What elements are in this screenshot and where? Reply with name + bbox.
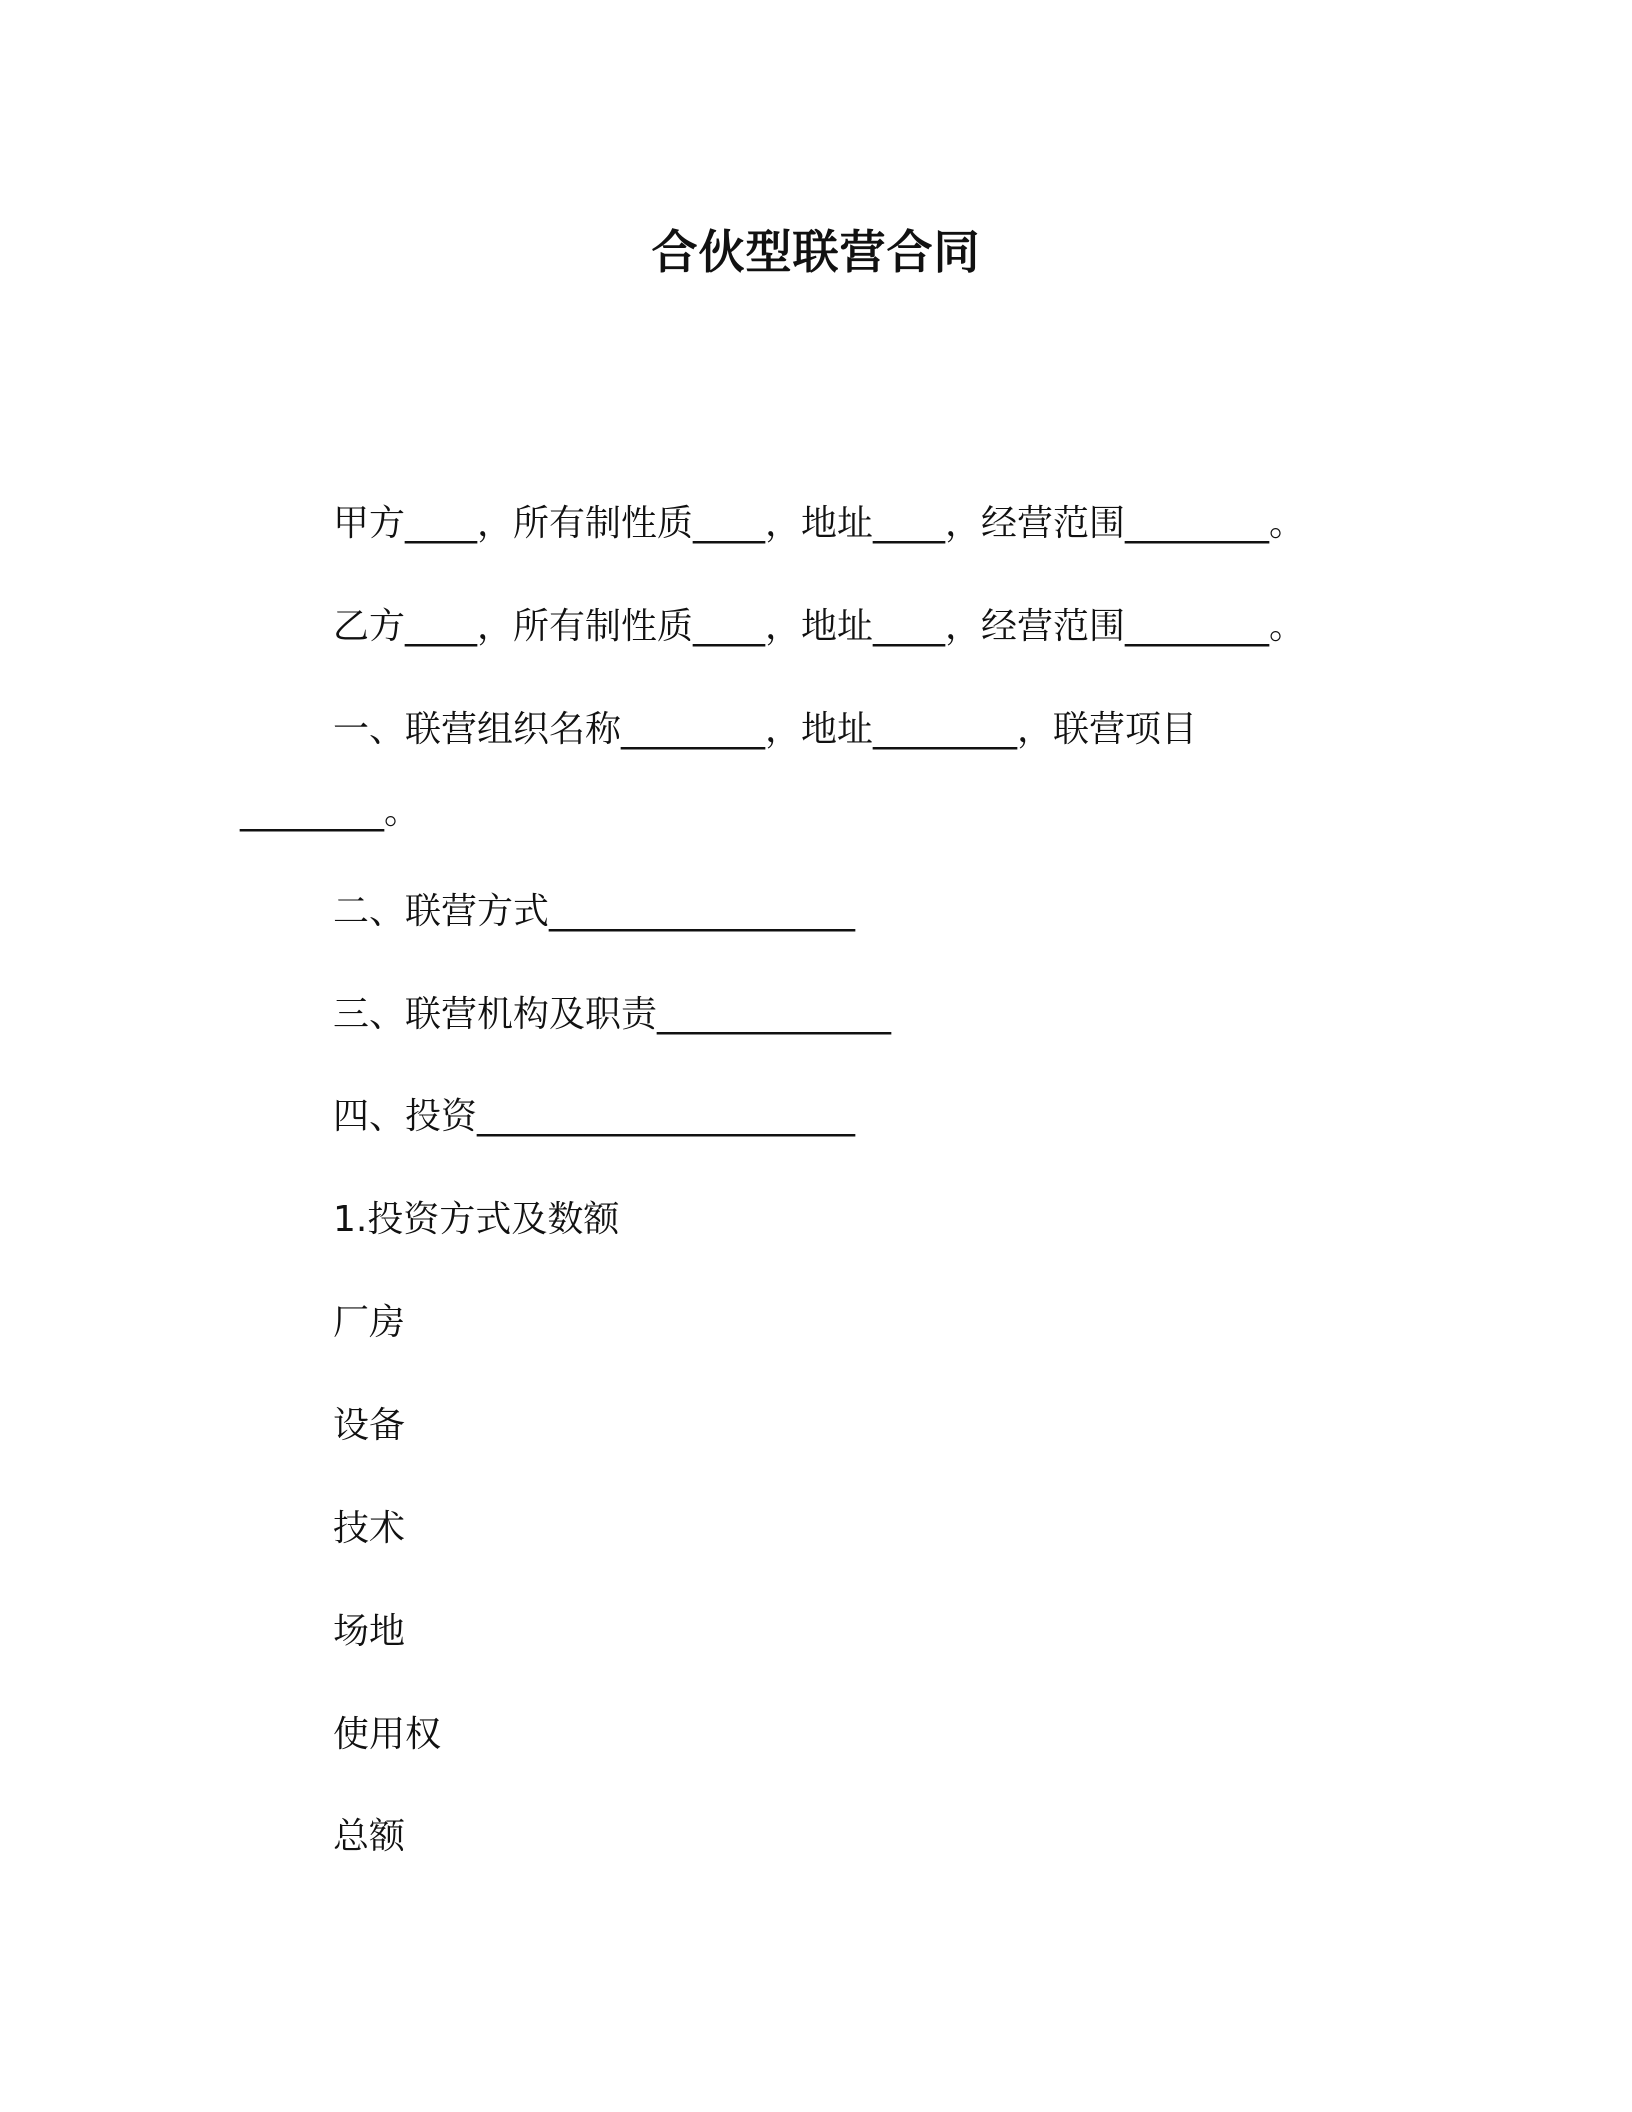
clause-1-line: 一、联营组织名称________，地址________，联营项目 [333,709,1198,750]
investment-item: 总额 [333,1816,406,1857]
party-a-line: 甲方____，所有制性质____，地址____，经营范围________。 [333,503,1306,544]
clause-2-line: 二、联营方式_________________ [333,891,856,932]
clause-1-continuation: ________。 [240,791,421,832]
sub-clause-1-line: 1.投资方式及数额 [333,1199,620,1240]
document-title: 合伙型联营合同 [651,225,981,279]
investment-item: 使用权 [333,1714,442,1755]
clause-4-line: 四、投资_____________________ [333,1096,856,1137]
investment-item: 技术 [333,1508,406,1549]
party-b-line: 乙方____，所有制性质____，地址____，经营范围________。 [333,606,1306,647]
investment-item: 厂房 [333,1302,406,1343]
clause-3-line: 三、联营机构及职责_____________ [333,994,892,1035]
investment-item: 设备 [333,1405,406,1446]
investment-item: 场地 [333,1611,406,1652]
